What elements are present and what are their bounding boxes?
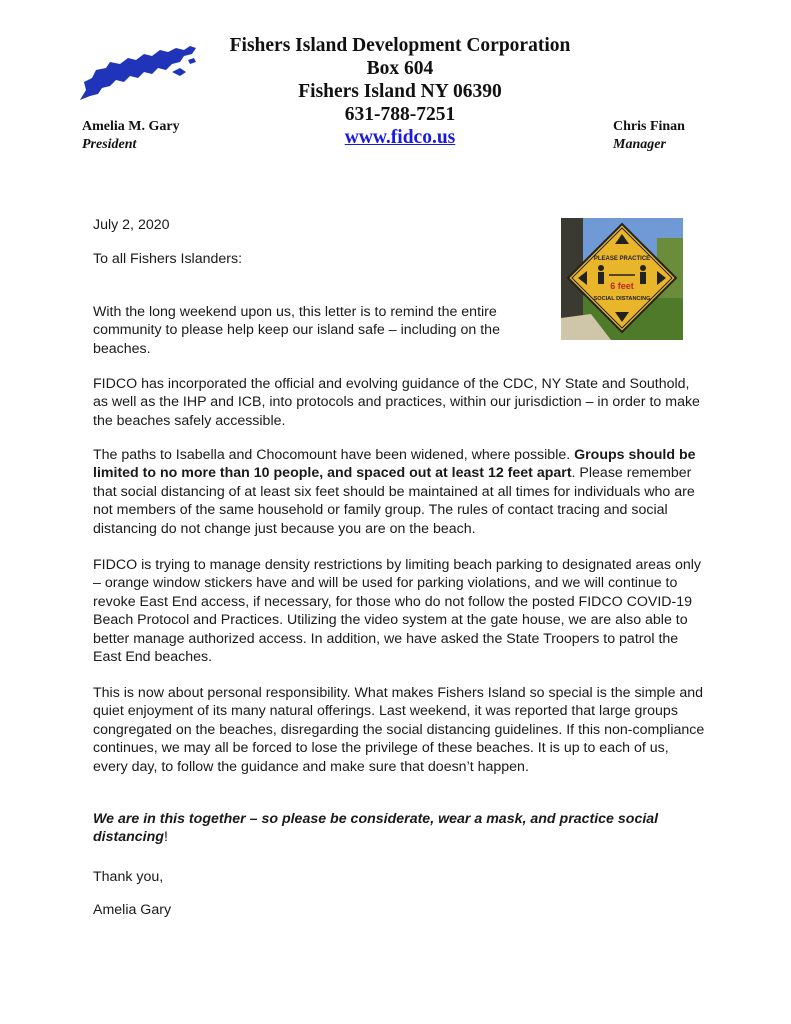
president-title: President [82, 137, 137, 152]
president-name: Amelia M. Gary [82, 119, 180, 134]
sign-bottom-text: SOCIAL DISTANCING [593, 296, 651, 302]
paragraph-3 [93, 446, 705, 538]
org-name: Fishers Island Development Corporation [229, 35, 571, 56]
president-block [82, 118, 180, 154]
signature: Amelia Gary [93, 902, 172, 918]
org-city: Fishers Island NY 06390 [298, 81, 502, 102]
org-phone: 631-788-7251 [344, 104, 456, 125]
organization-block [150, 34, 650, 149]
social-distancing-sign-photo [561, 218, 683, 340]
org-box: Box 604 [366, 58, 434, 79]
website-link[interactable]: www.fidco.us [344, 127, 456, 148]
paragraph-6-end: ! [163, 829, 168, 846]
paragraph-6 [93, 810, 705, 847]
paragraph-4: FIDCO is trying to manage density restrictions by limiting beach parking to designated areas only – orange window stickers have and will be used for parking violations, and we will continue to revoke East End access, if necessary, for those who do not follow the posted FIDCO COVID-19 Beach Protocol and Practices. Utilizing the video system at the gate house, we are also able to better manage authorized access. In addition, we have asked the State Troopers to patrol the East End beaches. [93, 557, 701, 666]
paragraph-6-main: We are in this together – so please be considerate, wear a mask, and practice social distancing [93, 811, 659, 846]
manager-title: Manager [613, 137, 666, 152]
paragraph-2: FIDCO has incorporated the official and evolving guidance of the CDC, NY State and Southold, as well as the IHP and ICB, into protocols and practices, within our jurisdiction – in order to make the beaches safely accessible. [93, 376, 700, 429]
sign-distance: 6 feet [610, 281, 634, 291]
manager-block [613, 118, 685, 154]
sign-top-text: PLEASE PRACTICE [593, 256, 651, 262]
paragraph-1: With the long weekend upon us, this letter is to remind the entire community to please help keep our island safe – including on the beaches. [93, 304, 500, 357]
letter-date: July 2, 2020 [93, 217, 170, 233]
manager-name: Chris Finan [613, 119, 685, 134]
paragraph-3-start: The paths to Isabella and Chocomount have been widened, where possible. [93, 447, 575, 463]
paragraph-3-end: . Please remember that social distancing of at least six feet should be maintained at all times for individuals who are not members of the same household or family group. The rules of contact tracing and social distancing do not change just because you are on the beach. [93, 465, 695, 537]
letterhead [0, 0, 791, 200]
paragraph-3-bold: Groups should be limited to no more than 10 people, and spaced out at least 12 feet apart [93, 447, 696, 482]
paragraph-5: This is now about personal responsibility. What makes Fishers Island so special is the simple and quiet enjoyment of its many natural offerings. Last weekend, it was reported that large groups congregated on the beaches, disregarding the social distancing guidelines. If this non-compliance continues, we may all be forced to lose the privilege of these beaches. It is up to each of us, every day, to follow the guidance and make sure that doesn’t happen. [93, 685, 705, 775]
letter-greeting: To all Fishers Islanders: [93, 251, 243, 267]
closing: Thank you, [93, 869, 164, 885]
